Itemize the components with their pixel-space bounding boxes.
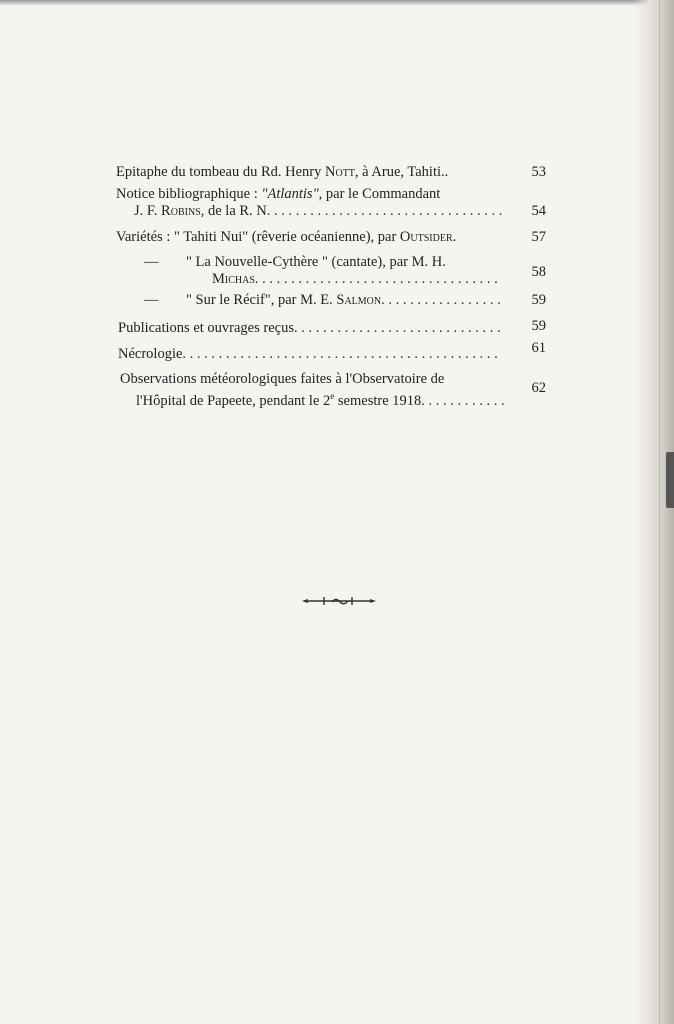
dot-leader — [294, 320, 502, 337]
toc-page-number: 57 — [531, 229, 546, 245]
dot-leader — [421, 393, 506, 410]
binding-fold-line — [659, 0, 660, 1024]
toc-page-number: 58 — [531, 264, 546, 280]
ditto-dash: — — [144, 254, 159, 270]
toc-entry-sur-le-recif: — " Sur le Récif", par M. E. Salmon . . . 59 — [144, 292, 546, 309]
binding-tab-mark — [666, 452, 674, 508]
dot-leader — [255, 271, 502, 288]
toc-entry-observations: Observations météorologiques faites à l'Observatoire de l'Hôpital de Papeete, pendant le 2e semestre 1918 . . . 62 — [120, 371, 546, 410]
toc-entry-varietes: Variétés : " Tahiti Nui" (rêverie océanienne), par Outsider. 57 — [116, 229, 546, 245]
dot-leader — [267, 203, 502, 220]
toc-entry-publications: Publications et ouvrages reçus . . . 59 — [118, 320, 546, 337]
toc-page-number: 59 — [531, 318, 546, 334]
toc-entry-nouvelle-cythere: — " La Nouvelle-Cythère " (cantate), par M. H. Michas . . . 58 — [144, 254, 546, 288]
toc-entry-epitaphe — [116, 164, 546, 181]
page-top-shadow — [0, 0, 674, 6]
toc-entry-necrologie: Nécrologie . . . 61 — [118, 346, 546, 363]
toc-page-number: 53 — [531, 164, 546, 180]
toc-page-number: 62 — [531, 380, 546, 396]
toc-page-number: 59 — [531, 292, 546, 308]
dash-ornament-icon — [302, 594, 376, 608]
toc-page-number: 61 — [531, 340, 546, 356]
toc-page-number: 54 — [531, 203, 546, 219]
page-binding-edge — [634, 0, 674, 1024]
toc-entry-notice-bibliographique: Notice bibliographique : "Atlantis", par le Commandant J. F. Robins, de la R. N . . . 54 — [116, 186, 546, 220]
toc-entry-text: Epitaphe du tombeau du Rd. Henry Nott, à Arue, Tahiti.. — [116, 164, 449, 180]
dot-leader — [381, 292, 502, 309]
dot-leader — [182, 346, 502, 363]
ditto-dash: — — [144, 292, 159, 308]
